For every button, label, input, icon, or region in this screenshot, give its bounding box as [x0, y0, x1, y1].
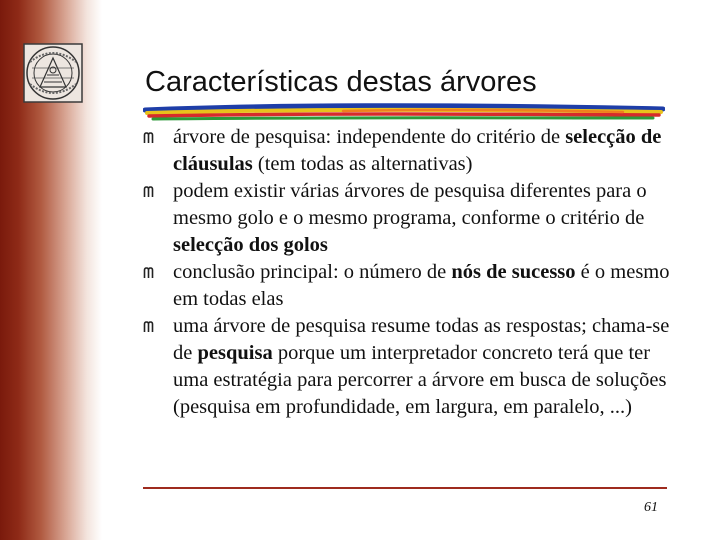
bullet-text: podem existir várias árvores de pesquisa diferentes para o mesmo golo e o mesmo programa, conforme o critério de	[173, 180, 647, 229]
bullet-item	[143, 178, 683, 259]
rainbow-brush-underline	[143, 101, 665, 125]
bullet-item	[143, 259, 683, 313]
bullet-icon	[143, 266, 156, 279]
slide-title: Características destas árvores	[145, 66, 537, 98]
page-number: 61	[644, 500, 658, 515]
bullet-text-bold: selecção dos golos	[173, 234, 328, 256]
bullet-text: conclusão principal: o número de	[173, 261, 452, 283]
footer-divider	[143, 487, 667, 489]
bullet-icon	[143, 320, 156, 333]
bullet-item	[143, 313, 683, 421]
bullet-list	[143, 124, 683, 421]
bullet-text: (tem todas as alternativas)	[252, 153, 473, 175]
bullet-text: porque um interpretador concreto terá que ter uma estratégia para percorrer a árvore em busca de soluções (pesquisa em profundidade, em largura, em paralelo, ...)	[173, 342, 667, 418]
bullet-text-bold: nós de sucesso	[451, 261, 576, 283]
bullet-text: é o mesmo em todas elas	[173, 261, 670, 310]
bullet-text: uma árvore de pesquisa resume todas as respostas; chama-se de	[173, 315, 670, 364]
university-seal-logo	[22, 42, 84, 104]
bullet-text-bold: selecção de cláusulas	[173, 126, 662, 175]
bullet-item	[143, 124, 683, 178]
bullet-text-bold: pesquisa	[197, 342, 273, 364]
bullet-icon	[143, 185, 156, 198]
bullet-text: árvore de pesquisa: independente do critério de	[173, 126, 566, 148]
bullet-icon	[143, 131, 156, 144]
